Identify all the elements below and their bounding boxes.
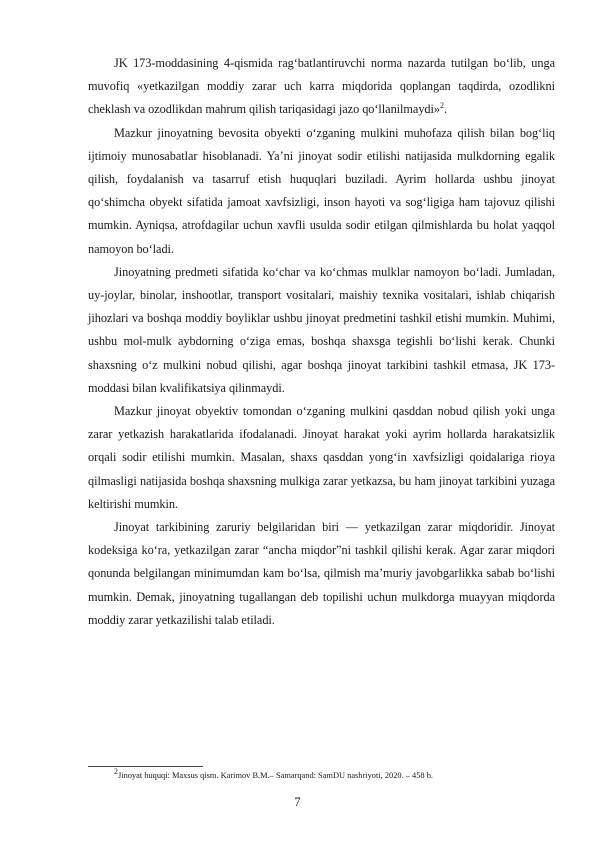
footnote — [88, 767, 555, 782]
paragraph-1 — [88, 52, 555, 122]
document-body — [88, 52, 555, 632]
paragraph-4: Mazkur jinoyat obyektiv tomondan o‘zganing mulkini qasddan nobud qilish yoki unga zarar yetkazish harakatlarida ifodalanadi. Jinoyat harakat yoki ayrim hollarda harakatsizlik orqali sodir etilishi mumkin. Masalan, shaxs qasddan yong‘in xavfsizligi qoidalariga rioya qilmasligi natijasida boshqa shaxsning mulkiga zarar yetkazsa, bu ham jinoyat tarkibini yuzaga keltirishi mumkin. — [88, 404, 555, 511]
paragraph-1-text: JK 173-moddasining 4-qismida rag‘batlantiruvchi norma nazarda tutilgan bo‘lib, unga muvofiq «yetkazilgan moddiy zarar uch karra miqdorida qoplangan taqdirda, ozodlikni cheklash va ozodlikdan mahrum qilish tariqasidagi jazo qo‘llanilmaydi» — [88, 56, 555, 117]
page-number: 7 — [294, 795, 301, 809]
paragraph-1-end: . — [443, 102, 447, 117]
footnote-divider — [88, 766, 203, 767]
footnote-text: Jinoyat huquqi: Maxsus qism. Karimov B.M.– Samarqand: SamDU nashriyoti, 2020. – 458 b. — [118, 771, 433, 780]
paragraph-5: Jinoyat tarkibining zaruriy belgilaridan biri — yetkazilgan zarar miqdoridir. Jinoyat kodeksiga ko‘ra, yetkazilgan zarar “ancha miqdor”ni tashkil qilishi kerak. Agar zarar miqdori qonunda belgilangan minimumdan kam bo‘lsa, qilmish ma’muriy javobgarlikka sabab bo‘lishi mumkin. Demak, jinoyatning tugallangan deb topilishi uchun mulkdorga muayyan miqdorda moddiy zarar yetkazilishi talab etiladi. — [88, 520, 555, 627]
footnote-marker: 2 — [114, 767, 118, 777]
paragraph-2: Mazkur jinoyatning bevosita obyekti o‘zganing mulkini muhofaza qilish bilan bog‘liq ijtimoiy munosabatlar hisoblanadi. Ya’ni jinoyat sodir etilishi natijasida mulkdorning egalik qilish, foydalanish va tasarruf etish huquqlari buziladi. Ayrim hollarda ushbu jinoyat qo‘shimcha obyekt sifatida jamoat xavfsizligi, inson hayoti va sog‘ligiga ham tajovuz qilishi mumkin. Ayniqsa, atrofdagilar uchun xavfli usulda sodir etilgan qilmishlarda bu holat yaqqol namoyon bo‘ladi. — [88, 125, 555, 256]
paragraph-3: Jinoyatning predmeti sifatida ko‘char va ko‘chmas mulklar namoyon bo‘ladi. Jumladan, uy-joylar, binolar, inshootlar, transport vositalari, maishiy texnika vositalari, ishlab chiqarish jihozlari va boshqa moddiy boyliklar ushbu jinoyat predmetini tashkil etishi mumkin. Muhimi, ushbu mol-mulk aybdorning o‘ziga emas, boshqa shaxsga tegishli bo‘lishi kerak. Chunki shaxsning o‘z mulkini nobud qilishi, agar boshqa jinoyat tarkibini tashkil etmasa, JK 173-moddasi bilan kvalifikatsiya qilinmaydi. — [88, 264, 555, 395]
footnote-reference[interactable]: 2 — [440, 101, 444, 111]
